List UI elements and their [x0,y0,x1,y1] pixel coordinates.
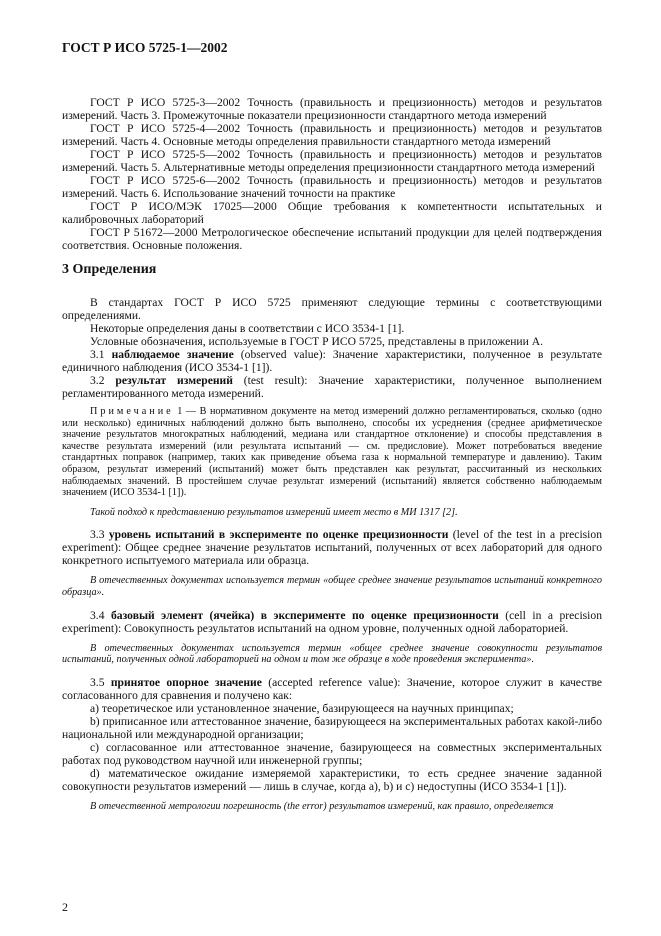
intro-paragraph: В стандартах ГОСТ Р ИСО 5725 применяют следующие термины с соответствующими определениями. [62,296,602,322]
reference-item: ГОСТ Р ИСО/МЭК 17025—2000 Общие требования к компетентности испытательных и калибровочных лабораторий [62,200,602,226]
definition-text: (level of the test in a precision experiment): Общее среднее значение результатов испытаний, полученных от всех лабораторий для одного конкретного испытуемого материала или образца. [62,528,602,568]
national-note: Такой подход к представлению результатов измерений имеет место в МИ 1317 [2]. [90,506,458,518]
definition-3-4 [62,609,602,635]
section-title: 3 Определения [62,262,157,277]
definition-term: уровень испытаний в эксперименте по оценке прецизионности [108,528,449,542]
page-number: 2 [62,900,68,914]
note-label: Примечание [90,406,174,417]
definition-text: (cell in a precision experiment): Совокупность результатов испытаний на одном уровне, полученных одной лабораторией. [62,608,602,635]
reference-item: ГОСТ Р ИСО 5725-5—2002 Точность (правильность и прецизионность) методов и результатов измерений. Часть 5. Альтернативные методы определения прецизионности стандартного метода измерений [62,148,602,174]
definition-3-2 [62,374,602,400]
list-item: a) теоретическое или установленное значение, базирующееся на научных принципах; [90,701,514,715]
definition-term: наблюдаемое значение [111,348,234,361]
definition-number: 3.2 [90,374,105,387]
note-1 [62,406,602,499]
national-note: В отечественных документах используется термин «общее среднее значение результатов испытаний конкретного образца». [62,575,602,598]
document-header: ГОСТ Р ИСО 5725-1—2002 [62,40,228,55]
list-item: c) согласованное или аттестованное значение, базирующееся на совместных экспериментальных работах под руководством научной или инженерной группы; [62,740,602,767]
national-note: В отечественных документах используется термин «общее среднее значение совокупности результатов испытаний, полученных одной лабораторией на одном и том же образце в ходе проведения эксперимента». [62,642,602,666]
definitions-body [62,296,602,812]
references-list [62,96,602,252]
definition-number: 3.1 [90,348,105,361]
national-note: В отечественной метрологии погрешность (the error) результатов измерений, как правило, определяется [90,800,554,812]
definition-term: результат измерений [115,374,233,387]
definition-text: (observed value): Значение характеристики, полученное в результате единичного наблюдения (ИСО 3534-1 [1]). [62,348,602,374]
list-item: b) приписанное или аттестованное значение, базирующееся на экспериментальных работах какой-либо национальной или международной организации; [62,714,602,741]
definition-3-3 [62,528,602,567]
reference-item: ГОСТ Р ИСО 5725-3—2002 Точность (правильность и прецизионность) методов и результатов измерений. Часть 3. Промежуточные показатели прецизионности стандартного метода измерений [62,96,602,122]
reference-item: ГОСТ Р 51672—2000 Метрологическое обеспечение испытаний продукции для целей подтверждения соответствия. Основные положения. [62,226,602,252]
intro-paragraph: Некоторые определения даны в соответствии с ИСО 3534-1 [1]. [90,322,405,335]
reference-item: ГОСТ Р ИСО 5725-6—2002 Точность (правильность и прецизионность) методов и результатов измерений. Часть 6. Использование значений точности на практике [62,174,602,200]
definition-text: (test result): Значение характеристики, полученное выполнением регламентированного метода измерений. [62,374,602,400]
definition-text: (accepted reference value): Значение, которое служит в качестве согласованного для сравнения и получено как: [62,675,602,702]
note-text: 1 — В нормативном документе на метод измерений должно регламентироваться, сколько (одно или несколько) единичных наблюдений должно быть выполнено, способы их усреднения (среднее арифметическое значение результатов многократных наблюдений, медиана или стандартное отклонение) и способы представления в качестве результата измерений (или результата испытаний — см. предисловие). Может потребоваться введение стандартных поправок (например, таких как приведение объема газа к нормальной температуре и давлению). Таким образом, результат измерений (испытаний) может быть представлен как результат, рассчитанный из нескольких наблюдаемых значений. В простейшем случае результат измерений (испытаний) является собственно наблюдаемым значением (ИСО 3534-1 [1]). [62,406,602,499]
list-item: d) математическое ожидание измеряемой характеристики, то есть среднее значение заданной совокупности результатов измерений — лишь в случае, когда a), b) и c) недоступны (ИСО 3534-1 [1]). [62,766,602,793]
definition-term: принятое опорное значение [110,675,262,689]
definition-number: 3.3 [90,528,105,542]
definition-3-1 [62,348,602,374]
definition-3-5 [62,676,602,702]
definition-term: базовый элемент (ячейка) в эксперименте по оценке прецизионности [111,608,499,622]
definition-number: 3.4 [90,608,105,622]
definition-number: 3.5 [90,675,105,689]
intro-paragraph: Условные обозначения, используемые в ГОСТ Р ИСО 5725, представлены в приложении А. [90,335,544,348]
reference-item: ГОСТ Р ИСО 5725-4—2002 Точность (правильность и прецизионность) методов и результатов измерений. Часть 4. Основные методы определения правильности стандартного метода измерений [62,122,602,148]
